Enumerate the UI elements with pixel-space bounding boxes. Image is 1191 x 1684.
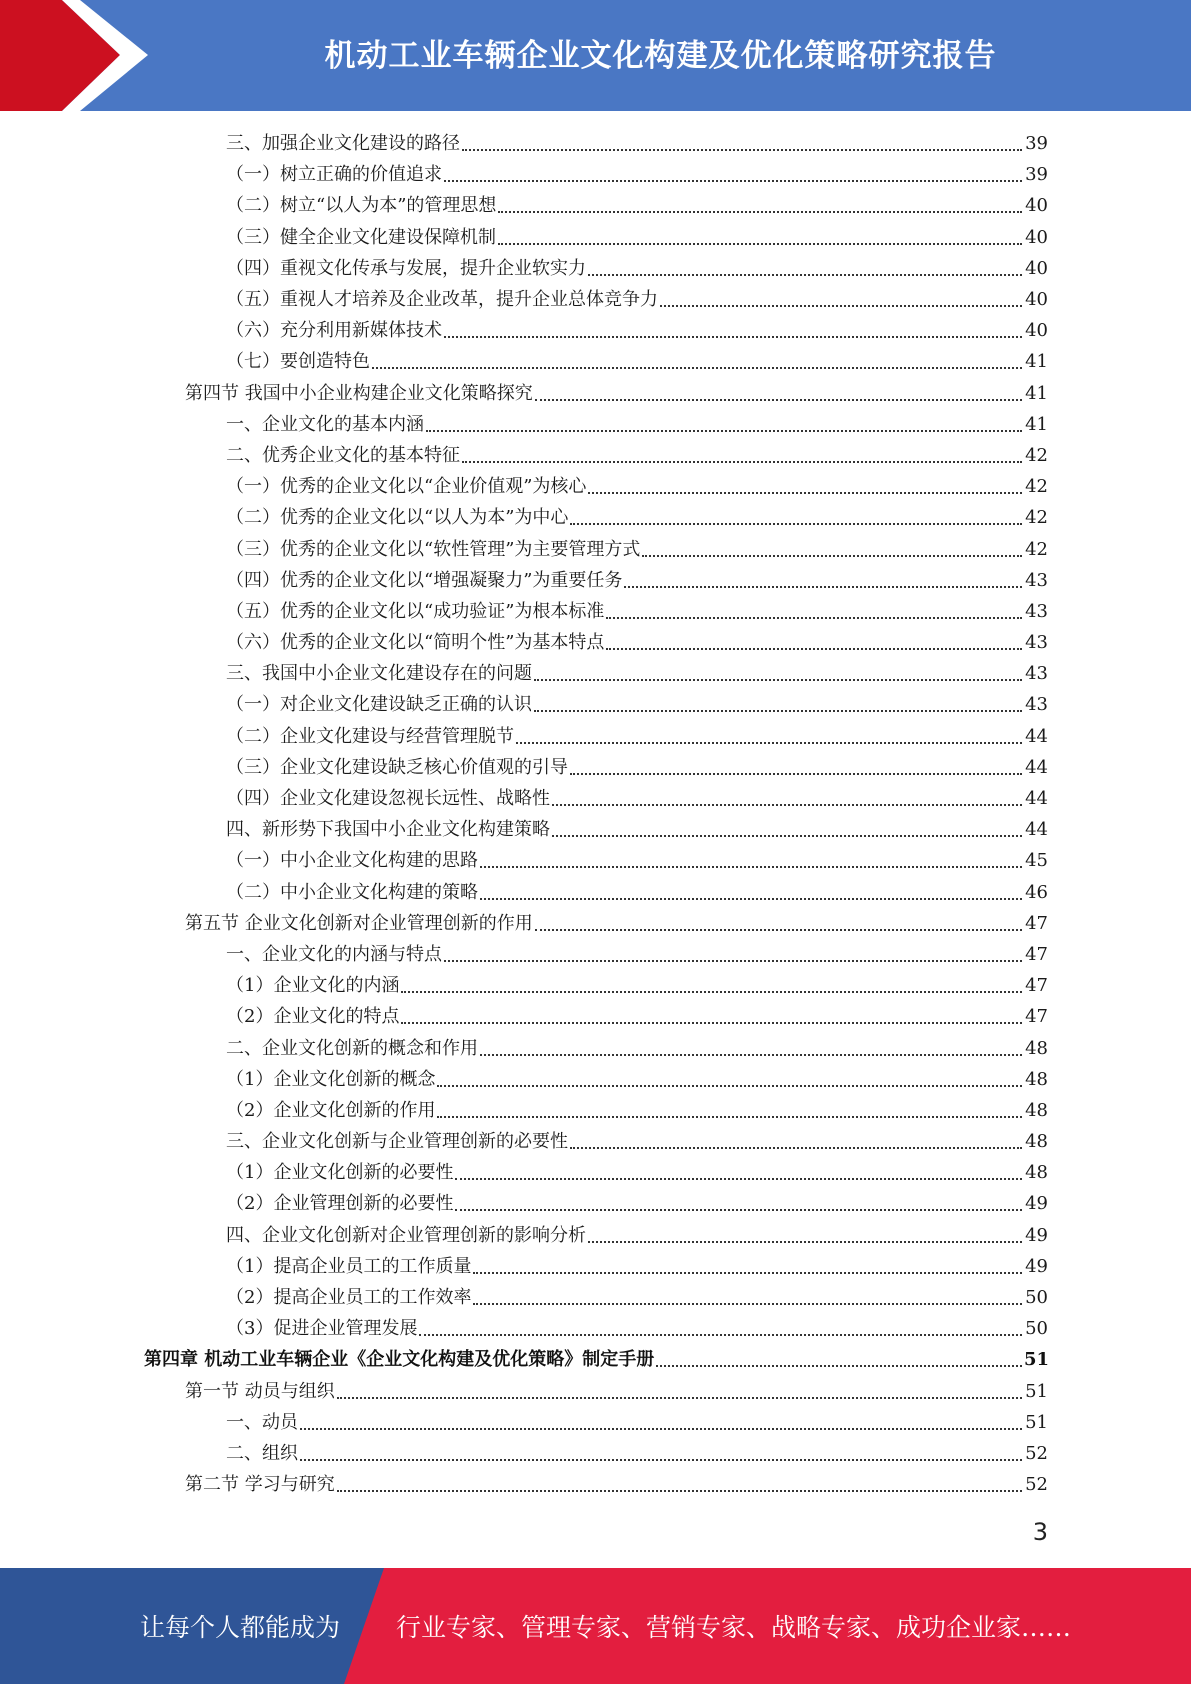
- toc-entry[interactable]: [0, 1282, 1048, 1313]
- toc-entry-page: 51: [1025, 1411, 1048, 1433]
- toc-entry[interactable]: [0, 1157, 1048, 1188]
- toc-entry[interactable]: [0, 1126, 1048, 1157]
- toc-entry-page: 40: [1025, 195, 1048, 217]
- toc-entry-title: 一、企业文化的内涵与特点: [226, 943, 442, 965]
- toc-dot-leader: [588, 1220, 1022, 1251]
- toc-entry[interactable]: [0, 721, 1048, 752]
- toc-entry-title: 三、我国中小企业文化建设存在的问题: [226, 663, 532, 685]
- toc-dot-leader: [419, 1313, 1022, 1344]
- toc-entry-title: 二、优秀企业文化的基本特征: [226, 444, 460, 466]
- toc-entry-title: （1）企业文化创新的必要性: [226, 1162, 454, 1184]
- toc-entry[interactable]: [0, 658, 1048, 689]
- toc-entry-page: 40: [1025, 289, 1048, 311]
- toc-entry-page: 48: [1025, 1131, 1048, 1153]
- toc-entry-title: （3）促进企业管理发展: [226, 1318, 418, 1340]
- toc-entry-page: 42: [1025, 507, 1048, 529]
- toc-entry-title: （五）优秀的企业文化以“成功验证”为根本标准: [226, 600, 605, 622]
- toc-entry-title: 第五节 企业文化创新对企业管理创新的作用: [185, 912, 533, 934]
- toc-entry-page: 43: [1025, 663, 1048, 685]
- toc-entry[interactable]: [0, 1032, 1048, 1063]
- toc-dot-leader: [498, 190, 1022, 221]
- toc-dot-leader: [337, 1469, 1022, 1500]
- toc-entry-page: 48: [1025, 1037, 1048, 1059]
- toc-entry[interactable]: [0, 1376, 1048, 1407]
- toc-entry[interactable]: [0, 1438, 1048, 1469]
- toc-dot-leader: [437, 1064, 1022, 1095]
- toc-entry-title: （三）健全企业文化建设保障机制: [226, 226, 496, 248]
- toc-dot-leader: [606, 596, 1022, 627]
- toc-entry[interactable]: [0, 222, 1048, 253]
- toc-dot-leader: [337, 1376, 1022, 1407]
- toc-dot-leader: [535, 378, 1022, 409]
- toc-entry-title: 一、企业文化的基本内涵: [226, 413, 424, 435]
- toc-entry-page: 48: [1025, 1162, 1048, 1184]
- toc-entry[interactable]: [0, 1095, 1048, 1126]
- toc-entry-page: 48: [1025, 1099, 1048, 1121]
- toc-dot-leader: [300, 1438, 1022, 1469]
- footer-slogan-left: 让每个人都能成为: [140, 1613, 341, 1642]
- toc-entry-title: 第四节 我国中小企业构建企业文化策略探究: [185, 382, 533, 404]
- toc-dot-leader: [480, 845, 1022, 876]
- toc-entry-page: 44: [1025, 819, 1048, 841]
- toc-entry-title: （七）要创造特色: [226, 351, 370, 373]
- toc-entry-title: （2）企业文化创新的作用: [226, 1099, 436, 1121]
- toc-entry-page: 44: [1025, 725, 1048, 747]
- toc-entry-title: （1）企业文化创新的概念: [226, 1068, 436, 1090]
- toc-dot-leader: [552, 814, 1022, 845]
- toc-entry-page: 39: [1025, 133, 1048, 155]
- toc-entry[interactable]: [0, 1469, 1048, 1500]
- toc-dot-leader: [516, 721, 1022, 752]
- toc-entry-page: 50: [1025, 1287, 1048, 1309]
- toc-entry-title: （二）优秀的企业文化以“以人为本”为中心: [226, 507, 569, 529]
- toc-dot-leader: [570, 752, 1022, 783]
- toc-dot-leader: [656, 1344, 1022, 1375]
- toc-entry-page: 39: [1025, 164, 1048, 186]
- toc-dot-leader: [401, 1001, 1022, 1032]
- toc-entry-title: （2）企业管理创新的必要性: [226, 1193, 454, 1215]
- toc-entry-page: 49: [1025, 1193, 1048, 1215]
- toc-dot-leader: [455, 1157, 1022, 1188]
- toc-entry-title: 二、企业文化创新的概念和作用: [226, 1037, 478, 1059]
- toc-entry-title: 四、企业文化创新对企业管理创新的影响分析: [226, 1224, 586, 1246]
- toc-entry[interactable]: [0, 502, 1048, 533]
- page-number: 3: [1032, 1518, 1048, 1546]
- toc-entry-title: （四）企业文化建设忽视长远性、战略性: [226, 788, 550, 810]
- toc-entry-title: （一）中小企业文化构建的思路: [226, 850, 478, 872]
- toc-entry-title: （六）充分利用新媒体技术: [226, 320, 442, 342]
- toc-entry-page: 44: [1025, 756, 1048, 778]
- toc-dot-leader: [437, 1095, 1022, 1126]
- page-footer: [0, 1568, 1191, 1684]
- toc-entry-page: 42: [1025, 538, 1048, 560]
- toc-entry-page: 43: [1025, 600, 1048, 622]
- toc-entry[interactable]: [0, 1313, 1048, 1344]
- toc-entry-title: 三、企业文化创新与企业管理创新的必要性: [226, 1131, 568, 1153]
- toc-dot-leader: [473, 1251, 1022, 1282]
- toc-entry-title: （一）树立正确的价值追求: [226, 164, 442, 186]
- toc-entry[interactable]: [0, 378, 1048, 409]
- toc-entry-title: （二）企业文化建设与经营管理脱节: [226, 725, 514, 747]
- toc-entry-page: 47: [1025, 1006, 1048, 1028]
- toc-entry[interactable]: [0, 939, 1048, 970]
- toc-entry-title: （二）中小企业文化构建的策略: [226, 881, 478, 903]
- toc-dot-leader: [642, 534, 1022, 565]
- toc-dot-leader: [455, 1188, 1022, 1219]
- document-title: 机动工业车辆企业文化构建及优化策略研究报告: [324, 38, 997, 74]
- toc-entry[interactable]: [0, 627, 1048, 658]
- toc-dot-leader: [535, 908, 1022, 939]
- toc-entry-title: 第二节 学习与研究: [185, 1474, 335, 1496]
- toc-entry-page: 43: [1025, 694, 1048, 716]
- toc-dot-leader: [444, 159, 1022, 190]
- toc-entry-title: 三、加强企业文化建设的路径: [226, 133, 460, 155]
- toc-entry-title: （三）企业文化建设缺乏核心价值观的引导: [226, 756, 568, 778]
- toc-entry-page: 51: [1025, 1380, 1048, 1402]
- toc-entry-page: 44: [1025, 788, 1048, 810]
- toc-entry[interactable]: [0, 1188, 1048, 1219]
- toc-entry-title: （二）树立“以人为本”的管理思想: [226, 195, 497, 217]
- toc-entry-page: 43: [1025, 569, 1048, 591]
- toc-entry[interactable]: [0, 159, 1048, 190]
- toc-entry[interactable]: [0, 1344, 1048, 1375]
- toc-entry-title: （四）优秀的企业文化以“增强凝聚力”为重要任务: [226, 569, 623, 591]
- toc-entry[interactable]: [0, 1220, 1048, 1251]
- toc-entry[interactable]: [0, 471, 1048, 502]
- toc-entry-title: （一）优秀的企业文化以“企业价值观”为核心: [226, 476, 587, 498]
- toc-entry-title: （2）提高企业员工的工作效率: [226, 1287, 472, 1309]
- toc-entry-page: 45: [1025, 850, 1048, 872]
- toc-dot-leader: [426, 409, 1022, 440]
- toc-entry[interactable]: [0, 346, 1048, 377]
- toc-entry-page: 47: [1025, 975, 1048, 997]
- toc-entry[interactable]: [0, 409, 1048, 440]
- toc-dot-leader: [462, 128, 1022, 159]
- toc-entry[interactable]: [0, 190, 1048, 221]
- toc-dot-leader: [534, 689, 1022, 720]
- toc-entry[interactable]: [0, 1407, 1048, 1438]
- toc-entry-title: （1）提高企业员工的工作质量: [226, 1255, 472, 1277]
- toc-entry-page: 40: [1025, 257, 1048, 279]
- toc-entry[interactable]: [0, 752, 1048, 783]
- toc-entry-page: 50: [1025, 1318, 1048, 1340]
- toc-entry-title: 二、组织: [226, 1442, 298, 1464]
- toc-entry-title: 第四章 机动工业车辆企业《企业文化构建及优化策略》制定手册: [144, 1349, 655, 1371]
- toc-entry[interactable]: [0, 533, 1048, 564]
- page-header: [0, 0, 1191, 111]
- toc-entry[interactable]: [0, 1064, 1048, 1095]
- toc-entry[interactable]: [0, 689, 1048, 720]
- toc-entry[interactable]: [0, 315, 1048, 346]
- toc-entry[interactable]: [0, 440, 1048, 471]
- toc-entry[interactable]: [0, 845, 1048, 876]
- toc-entry[interactable]: [0, 1251, 1048, 1282]
- toc-entry-title: （一）对企业文化建设缺乏正确的认识: [226, 694, 532, 716]
- toc-entry[interactable]: [0, 970, 1048, 1001]
- toc-entry-page: 41: [1025, 382, 1048, 404]
- toc-dot-leader: [660, 284, 1022, 315]
- toc-entry[interactable]: [0, 596, 1048, 627]
- toc-entry[interactable]: [0, 783, 1048, 814]
- toc-dot-leader: [606, 627, 1022, 658]
- toc-entry-title: （五）重视人才培养及企业改革，提升企业总体竞争力: [226, 289, 658, 311]
- toc-dot-leader: [300, 1407, 1022, 1438]
- toc-entry-page: 51: [1024, 1349, 1050, 1371]
- toc-entry-page: 47: [1025, 912, 1048, 934]
- toc-entry[interactable]: [0, 565, 1048, 596]
- toc-entry-title: （1）企业文化的内涵: [226, 975, 400, 997]
- toc-entry-page: 40: [1025, 226, 1048, 248]
- toc-entry-page: 47: [1025, 943, 1048, 965]
- toc-dot-leader: [480, 877, 1022, 908]
- toc-dot-leader: [624, 565, 1022, 596]
- toc-dot-leader: [552, 783, 1022, 814]
- toc-dot-leader: [372, 346, 1022, 377]
- footer-slogan-right: 行业专家、管理专家、营销专家、战略专家、成功企业家……: [396, 1613, 1072, 1642]
- toc-dot-leader: [401, 970, 1022, 1001]
- toc-entry-title: 一、动员: [226, 1411, 298, 1433]
- toc-entry-title: （四）重视文化传承与发展，提升企业软实力: [226, 257, 586, 279]
- toc-entry-page: 41: [1025, 413, 1048, 435]
- toc-entry-page: 42: [1025, 476, 1048, 498]
- toc-entry-page: 49: [1025, 1224, 1048, 1246]
- toc-dot-leader: [534, 658, 1022, 689]
- toc-entry-title: 第一节 动员与组织: [185, 1380, 335, 1402]
- toc-entry-page: 42: [1025, 444, 1048, 466]
- toc-entry-title: 四、新形势下我国中小企业文化构建策略: [226, 819, 550, 841]
- toc-dot-leader: [462, 440, 1022, 471]
- toc-entry-page: 41: [1025, 351, 1048, 373]
- toc-entry[interactable]: [0, 284, 1048, 315]
- toc-entry-title: （2）企业文化的特点: [226, 1006, 400, 1028]
- toc-entry-title: （六）优秀的企业文化以“简明个性”为基本特点: [226, 632, 605, 654]
- toc-dot-leader: [570, 1126, 1022, 1157]
- toc-entry-page: 49: [1025, 1255, 1048, 1277]
- toc-entry-page: 40: [1025, 320, 1048, 342]
- toc-dot-leader: [498, 222, 1022, 253]
- toc-dot-leader: [588, 471, 1022, 502]
- toc-dot-leader: [480, 1033, 1022, 1064]
- toc-entry-page: 52: [1025, 1474, 1048, 1496]
- toc-entry[interactable]: [0, 253, 1048, 284]
- toc-entry-page: 46: [1025, 881, 1048, 903]
- toc-entry[interactable]: [0, 877, 1048, 908]
- toc-entry-page: 43: [1025, 632, 1048, 654]
- toc-entry-title: （三）优秀的企业文化以“软性管理”为主要管理方式: [226, 538, 641, 560]
- toc-entry-page: 52: [1025, 1442, 1048, 1464]
- toc-dot-leader: [473, 1282, 1022, 1313]
- toc-entry[interactable]: [0, 1001, 1048, 1032]
- toc-entry[interactable]: [0, 908, 1048, 939]
- toc-entry[interactable]: [0, 128, 1048, 159]
- table-of-contents: [0, 128, 1191, 1500]
- toc-dot-leader: [588, 253, 1022, 284]
- toc-entry-page: 48: [1025, 1068, 1048, 1090]
- toc-dot-leader: [444, 315, 1022, 346]
- toc-entry[interactable]: [0, 814, 1048, 845]
- toc-dot-leader: [444, 939, 1022, 970]
- toc-dot-leader: [570, 502, 1022, 533]
